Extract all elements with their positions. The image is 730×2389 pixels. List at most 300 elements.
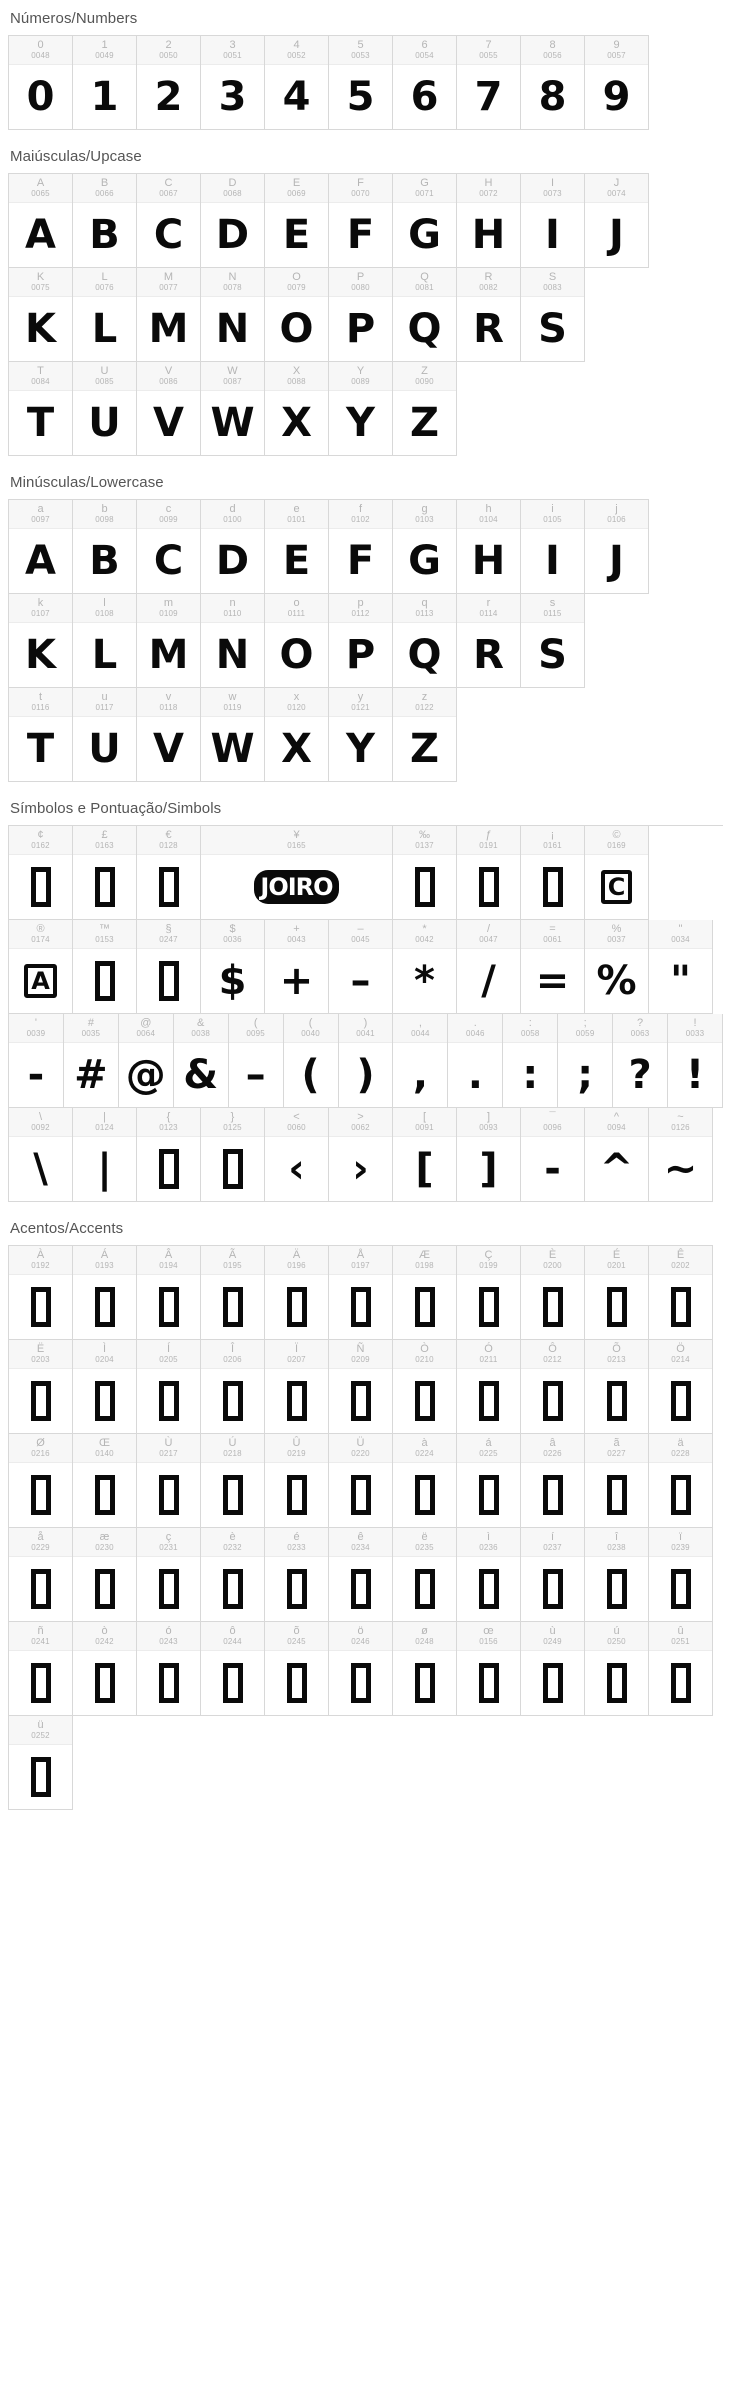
glyph-cell-header: [265, 268, 328, 297]
missing-glyph-icon: [223, 1569, 243, 1609]
glyph-cell[interactable]: [137, 36, 201, 130]
glyph-cell-header: [521, 500, 584, 529]
glyph-cell-header: [73, 1528, 136, 1557]
glyph-cell[interactable]: [649, 1108, 713, 1202]
glyph-cell-header: [329, 1108, 392, 1137]
glyph-code-label: 0128: [159, 840, 178, 850]
glyph-cell[interactable]: [201, 1622, 265, 1716]
glyph-cell[interactable]: [73, 36, 137, 130]
glyph-preview: G: [408, 538, 441, 584]
glyph-character-label: Ç: [484, 1249, 493, 1262]
glyph-cell-header: [137, 1340, 200, 1369]
glyph-cell[interactable]: [265, 594, 329, 688]
glyph-cell[interactable]: [137, 826, 201, 920]
glyph-cell[interactable]: [9, 1528, 73, 1622]
glyph-cell[interactable]: [265, 1246, 329, 1340]
glyph-cell-header: [201, 688, 264, 717]
glyph-cell[interactable]: [457, 1340, 521, 1434]
glyph-cell[interactable]: [585, 36, 649, 130]
glyph-character-label: t: [38, 691, 43, 704]
glyph-cell-header: [393, 1108, 456, 1137]
glyph-cell[interactable]: [73, 594, 137, 688]
glyph-cell[interactable]: [585, 920, 649, 1014]
glyph-character-label: S: [548, 271, 557, 284]
glyph-code-label: 0230: [95, 1542, 114, 1552]
glyph-cell[interactable]: [521, 826, 585, 920]
glyph-cell[interactable]: [393, 500, 457, 594]
glyph-cell[interactable]: [329, 920, 393, 1014]
glyph-cell-header: [393, 268, 456, 297]
glyph-cell[interactable]: [457, 920, 521, 1014]
glyph-cell[interactable]: [201, 688, 265, 782]
glyph-cell-header: [649, 1340, 712, 1369]
glyph-character-label: ]: [486, 1111, 491, 1124]
glyph-cell[interactable]: [457, 594, 521, 688]
missing-glyph-icon: [31, 1663, 51, 1703]
glyph-cell[interactable]: [649, 1434, 713, 1528]
glyph-cell[interactable]: [9, 1716, 73, 1810]
missing-glyph-icon: [95, 1663, 115, 1703]
glyph-cell[interactable]: [585, 174, 649, 268]
glyph-cell[interactable]: [457, 174, 521, 268]
glyph-cell[interactable]: [585, 500, 649, 594]
glyph-preview: [137, 1275, 200, 1339]
glyph-cell[interactable]: [73, 1340, 137, 1434]
glyph-preview: @: [125, 1052, 166, 1098]
glyph-cell[interactable]: [265, 688, 329, 782]
glyph-character-label: G: [420, 177, 429, 190]
glyph-code-label: 0202: [671, 1260, 690, 1270]
glyph-cell-header: [329, 594, 392, 623]
glyph-cell[interactable]: [613, 1014, 668, 1108]
glyph-character-label: w: [228, 691, 237, 704]
glyph-cell[interactable]: [201, 36, 265, 130]
glyph-cell[interactable]: [521, 1108, 585, 1202]
section-title: Acentos/Accents: [10, 1220, 124, 1237]
glyph-cell[interactable]: [73, 826, 137, 920]
glyph-cell-header: [137, 174, 200, 203]
glyph-cell[interactable]: [73, 500, 137, 594]
glyph-cell[interactable]: [457, 1622, 521, 1716]
glyph-preview: [73, 1463, 136, 1527]
glyph-preview: V: [153, 400, 184, 446]
missing-glyph-icon: [159, 1149, 179, 1189]
glyph-cell-header: [73, 1246, 136, 1275]
glyph-cell[interactable]: [393, 594, 457, 688]
glyph-preview: [585, 1275, 648, 1339]
missing-glyph-icon: [543, 1287, 563, 1327]
glyph-cell[interactable]: [73, 920, 137, 1014]
missing-glyph-icon: [223, 1663, 243, 1703]
glyph-cell[interactable]: [9, 826, 73, 920]
glyph-cell[interactable]: [585, 1108, 649, 1202]
glyph-preview: [585, 1369, 648, 1433]
glyph-cell[interactable]: [585, 1246, 649, 1340]
glyph-cell[interactable]: [457, 500, 521, 594]
glyph-preview: [329, 1369, 392, 1433]
glyph-code-label: 0063: [630, 1028, 650, 1038]
glyph-cell[interactable]: [201, 1108, 265, 1202]
glyph-cell-header: [585, 1622, 648, 1651]
glyph-cell[interactable]: [329, 500, 393, 594]
glyph-cell[interactable]: [73, 1434, 137, 1528]
glyph-cell[interactable]: [284, 1014, 339, 1108]
glyph-cell[interactable]: [265, 1108, 329, 1202]
glyph-cell[interactable]: [73, 174, 137, 268]
glyph-code-label: 0092: [31, 1122, 50, 1132]
glyph-cell[interactable]: [393, 1340, 457, 1434]
glyph-cell[interactable]: [393, 1528, 457, 1622]
glyph-cell[interactable]: [9, 1246, 73, 1340]
glyph-preview: D: [215, 538, 250, 584]
glyph-preview: P: [345, 632, 376, 678]
glyph-cell-header: [521, 594, 584, 623]
glyph-preview: [9, 1745, 72, 1809]
missing-glyph-icon: [415, 1287, 435, 1327]
glyph-cell[interactable]: [73, 1622, 137, 1716]
glyph-character-label: ™: [99, 923, 110, 936]
glyph-cell[interactable]: [9, 920, 73, 1014]
glyph-cell[interactable]: [9, 500, 73, 594]
glyph-cell[interactable]: [329, 594, 393, 688]
font-logo: JOIRO: [254, 870, 338, 904]
glyph-cell-header: [265, 362, 328, 391]
glyph-character-label: d: [229, 503, 236, 516]
glyph-preview: [201, 1463, 264, 1527]
glyph-cell[interactable]: [9, 362, 73, 456]
glyph-cell[interactable]: [174, 1014, 229, 1108]
glyph-cell[interactable]: [585, 1622, 649, 1716]
glyph-cell[interactable]: [137, 688, 201, 782]
glyph-cell[interactable]: [393, 1434, 457, 1528]
glyph-cell[interactable]: [329, 1246, 393, 1340]
glyph-cell[interactable]: [393, 1246, 457, 1340]
glyph-cell[interactable]: [73, 362, 137, 456]
glyph-character-label: Ø: [36, 1437, 45, 1450]
glyph-cell[interactable]: [201, 500, 265, 594]
glyph-preview: [137, 1463, 200, 1527]
glyph-cell[interactable]: [137, 500, 201, 594]
glyph-code-label: 0237: [543, 1542, 562, 1552]
glyph-cell-header: [649, 920, 712, 949]
glyph-cell[interactable]: [521, 1434, 585, 1528]
glyph-code-label: 0203: [31, 1354, 50, 1364]
glyph-cell[interactable]: [137, 362, 201, 456]
glyph-cell[interactable]: [73, 688, 137, 782]
glyph-cell[interactable]: [457, 268, 521, 362]
glyph-cell[interactable]: [521, 1340, 585, 1434]
glyph-character-label: Á: [100, 1249, 109, 1262]
glyph-cell[interactable]: [393, 1014, 448, 1108]
glyph-character-label: p: [357, 597, 364, 610]
glyph-code-label: 0090: [415, 376, 434, 386]
glyph-preview: B: [89, 538, 120, 584]
glyph-preview: –: [350, 958, 371, 1004]
glyph-cell[interactable]: [137, 594, 201, 688]
glyph-cell[interactable]: [521, 594, 585, 688]
glyph-character-label: å: [37, 1531, 44, 1544]
glyph-cell[interactable]: [265, 1340, 329, 1434]
glyph-cell[interactable]: [119, 1014, 174, 1108]
glyph-cell[interactable]: [9, 594, 73, 688]
glyph-cell[interactable]: [73, 1528, 137, 1622]
glyph-cell[interactable]: [9, 268, 73, 362]
glyph-character-label: @: [140, 1017, 152, 1030]
glyph-cell[interactable]: [457, 1528, 521, 1622]
glyph-cell[interactable]: [265, 1622, 329, 1716]
glyph-cell[interactable]: [329, 1434, 393, 1528]
glyph-cell[interactable]: [393, 268, 457, 362]
glyph-preview: 6: [410, 74, 439, 120]
glyph-cell[interactable]: [265, 268, 329, 362]
glyph-preview: \: [33, 1146, 48, 1192]
glyph-cell-header: [9, 174, 72, 203]
glyph-preview: H: [471, 538, 506, 584]
glyph-cell-header: [649, 1434, 712, 1463]
glyph-cell[interactable]: [649, 1340, 713, 1434]
glyph-cell[interactable]: [649, 920, 713, 1014]
glyph-code-label: 0062: [351, 1122, 370, 1132]
glyph-character-label: 9: [613, 39, 620, 52]
glyph-cell[interactable]: [137, 174, 201, 268]
glyph-cell[interactable]: [329, 362, 393, 456]
glyph-cell[interactable]: [265, 920, 329, 1014]
missing-glyph-icon: [287, 1287, 307, 1327]
glyph-code-label: 0209: [351, 1354, 370, 1364]
glyph-cell[interactable]: [585, 1528, 649, 1622]
missing-glyph-icon: [415, 1569, 435, 1609]
glyph-cell[interactable]: [137, 1340, 201, 1434]
missing-glyph-icon: [287, 1475, 307, 1515]
glyph-cell[interactable]: [137, 1434, 201, 1528]
glyph-cell[interactable]: [457, 826, 521, 920]
glyph-cell[interactable]: [137, 920, 201, 1014]
glyph-cell-header: [9, 1528, 72, 1557]
glyph-cell[interactable]: [329, 1108, 393, 1202]
glyph-cell-header: [201, 1246, 264, 1275]
glyph-cell[interactable]: [9, 688, 73, 782]
glyph-character-label: !: [693, 1017, 697, 1030]
glyph-cell[interactable]: [201, 1528, 265, 1622]
glyph-cell[interactable]: [393, 362, 457, 456]
glyph-cell[interactable]: [265, 1528, 329, 1622]
glyph-code-label: 0226: [543, 1448, 562, 1458]
glyph-cell[interactable]: [457, 36, 521, 130]
glyph-section: [0, 1220, 730, 1810]
glyph-cell[interactable]: [9, 1434, 73, 1528]
glyph-character-label: Z: [421, 365, 428, 378]
glyph-cell-header: [329, 36, 392, 65]
glyph-cell[interactable]: [329, 1528, 393, 1622]
glyph-code-label: 0125: [223, 1122, 242, 1132]
glyph-character-label: f: [358, 503, 363, 516]
glyph-cell[interactable]: [201, 362, 265, 456]
glyph-preview: N: [215, 306, 250, 352]
glyph-cell-header: [521, 1528, 584, 1557]
missing-glyph-icon: [671, 1475, 691, 1515]
glyph-cell[interactable]: [585, 826, 649, 920]
glyph-cell[interactable]: [265, 174, 329, 268]
glyph-code-label: 0206: [223, 1354, 242, 1364]
glyph-cell[interactable]: [393, 36, 457, 130]
glyph-cell[interactable]: [229, 1014, 284, 1108]
glyph-cell[interactable]: [137, 268, 201, 362]
glyph-cell[interactable]: [265, 362, 329, 456]
glyph-code-label: 0052: [287, 50, 306, 60]
glyph-character-label: à: [421, 1437, 428, 1450]
glyph-cell[interactable]: [393, 688, 457, 782]
glyph-code-label: 0234: [351, 1542, 370, 1552]
glyph-preview: 1: [90, 74, 119, 120]
glyph-cell[interactable]: [521, 500, 585, 594]
glyph-preview: [649, 1557, 712, 1621]
glyph-cell[interactable]: [201, 1246, 265, 1340]
glyph-code-label: 0082: [479, 282, 498, 292]
glyph-code-label: 0162: [31, 840, 50, 850]
glyph-cell[interactable]: [457, 1246, 521, 1340]
glyph-cell[interactable]: [73, 1108, 137, 1202]
glyph-code-label: 0210: [415, 1354, 434, 1364]
glyph-code-label: 0217: [159, 1448, 178, 1458]
glyph-preview: 8: [538, 74, 567, 120]
glyph-cell-header: [329, 920, 392, 949]
glyph-cell[interactable]: [9, 1014, 64, 1108]
glyph-cell[interactable]: [448, 1014, 503, 1108]
glyph-cell[interactable]: [201, 594, 265, 688]
glyph-cell[interactable]: [649, 1246, 713, 1340]
glyph-cell[interactable]: [585, 1434, 649, 1528]
glyph-cell[interactable]: [137, 1528, 201, 1622]
glyph-cell[interactable]: [668, 1014, 723, 1108]
glyph-cell[interactable]: [9, 1108, 73, 1202]
glyph-cell[interactable]: [73, 1246, 137, 1340]
glyph-preview: [201, 1369, 264, 1433]
glyph-cell-header: [393, 500, 456, 529]
glyph-code-label: 0207: [287, 1354, 306, 1364]
glyph-cell[interactable]: [649, 1528, 713, 1622]
missing-glyph-icon: [351, 1569, 371, 1609]
glyph-cell-header: [668, 1014, 722, 1043]
glyph-grid: [8, 499, 649, 782]
glyph-cell-header: [9, 1434, 72, 1463]
glyph-cell[interactable]: [393, 1108, 457, 1202]
glyph-preview: [521, 1463, 584, 1527]
glyph-cell[interactable]: [558, 1014, 613, 1108]
glyph-code-label: 0193: [95, 1260, 114, 1270]
glyph-cell[interactable]: [521, 1528, 585, 1622]
glyph-character-label: #: [87, 1017, 94, 1030]
glyph-cell[interactable]: [393, 174, 457, 268]
glyph-cell[interactable]: [649, 1622, 713, 1716]
glyph-character-label: N: [228, 271, 237, 284]
glyph-code-label: 0137: [415, 840, 434, 850]
glyph-cell[interactable]: [457, 1434, 521, 1528]
glyph-cell-header: [329, 1528, 392, 1557]
glyph-character-label: ;: [583, 1017, 587, 1030]
glyph-preview: [265, 1369, 328, 1433]
glyph-cell[interactable]: [201, 174, 265, 268]
glyph-cell[interactable]: [137, 1622, 201, 1716]
glyph-preview: X: [281, 726, 312, 772]
glyph-cell[interactable]: [64, 1014, 119, 1108]
glyph-character-label: ç: [165, 1531, 172, 1544]
glyph-cell[interactable]: [329, 1622, 393, 1716]
glyph-cell[interactable]: [329, 268, 393, 362]
glyph-cell[interactable]: [265, 500, 329, 594]
glyph-cell[interactable]: [329, 1340, 393, 1434]
glyph-cell[interactable]: [201, 826, 393, 920]
glyph-cell[interactable]: [9, 1340, 73, 1434]
glyph-cell-header: [585, 1528, 648, 1557]
glyph-cell[interactable]: [73, 268, 137, 362]
glyph-character-label: ": [678, 923, 683, 936]
glyph-preview: [201, 1557, 264, 1621]
glyph-code-label: 0199: [479, 1260, 498, 1270]
glyph-cell[interactable]: [265, 1434, 329, 1528]
glyph-cell-header: [9, 1246, 72, 1275]
glyph-cell[interactable]: [393, 920, 457, 1014]
glyph-cell[interactable]: [521, 268, 585, 362]
glyph-cell[interactable]: [9, 174, 73, 268]
glyph-cell[interactable]: [329, 174, 393, 268]
glyph-preview: [73, 949, 136, 1013]
glyph-cell[interactable]: [329, 688, 393, 782]
glyph-cell-header: [585, 920, 648, 949]
glyph-cell[interactable]: [201, 1340, 265, 1434]
glyph-character-label: 7: [485, 39, 492, 52]
glyph-cell[interactable]: [265, 36, 329, 130]
glyph-preview: [: [415, 1146, 434, 1192]
glyph-cell[interactable]: [137, 1108, 201, 1202]
glyph-cell-header: [201, 500, 264, 529]
glyph-cell[interactable]: [201, 268, 265, 362]
glyph-cell[interactable]: [201, 1434, 265, 1528]
glyph-character-label: |: [103, 1111, 106, 1124]
glyph-cell-header: [265, 1528, 328, 1557]
glyph-character-label: ?: [637, 1017, 644, 1030]
missing-glyph-icon: [415, 1381, 435, 1421]
missing-glyph-icon: [415, 867, 435, 907]
glyph-cell[interactable]: [393, 1622, 457, 1716]
glyph-cell[interactable]: [521, 920, 585, 1014]
glyph-preview: R: [473, 306, 504, 352]
glyph-cell[interactable]: [503, 1014, 558, 1108]
glyph-character-label: O: [292, 271, 301, 284]
glyph-cell[interactable]: [521, 36, 585, 130]
glyph-row: [9, 268, 649, 362]
glyph-cell[interactable]: [393, 826, 457, 920]
glyph-cell[interactable]: [521, 1246, 585, 1340]
glyph-code-label: 0067: [159, 188, 178, 198]
glyph-cell[interactable]: [329, 36, 393, 130]
glyph-cell[interactable]: [521, 1622, 585, 1716]
glyph-code-label: 0117: [95, 702, 114, 712]
glyph-code-label: 0094: [607, 1122, 626, 1132]
glyph-cell[interactable]: [201, 920, 265, 1014]
glyph-preview: *: [414, 958, 435, 1004]
glyph-cell[interactable]: [137, 1246, 201, 1340]
glyph-cell[interactable]: [585, 1340, 649, 1434]
glyph-cell[interactable]: [339, 1014, 394, 1108]
glyph-cell-header: [9, 500, 72, 529]
glyph-row: [9, 174, 649, 268]
glyph-cell[interactable]: [521, 174, 585, 268]
glyph-cell[interactable]: [9, 36, 73, 130]
glyph-preview: [9, 1369, 72, 1433]
glyph-cell-header: [9, 268, 72, 297]
glyph-cell[interactable]: [457, 1108, 521, 1202]
glyph-cell[interactable]: [9, 1622, 73, 1716]
